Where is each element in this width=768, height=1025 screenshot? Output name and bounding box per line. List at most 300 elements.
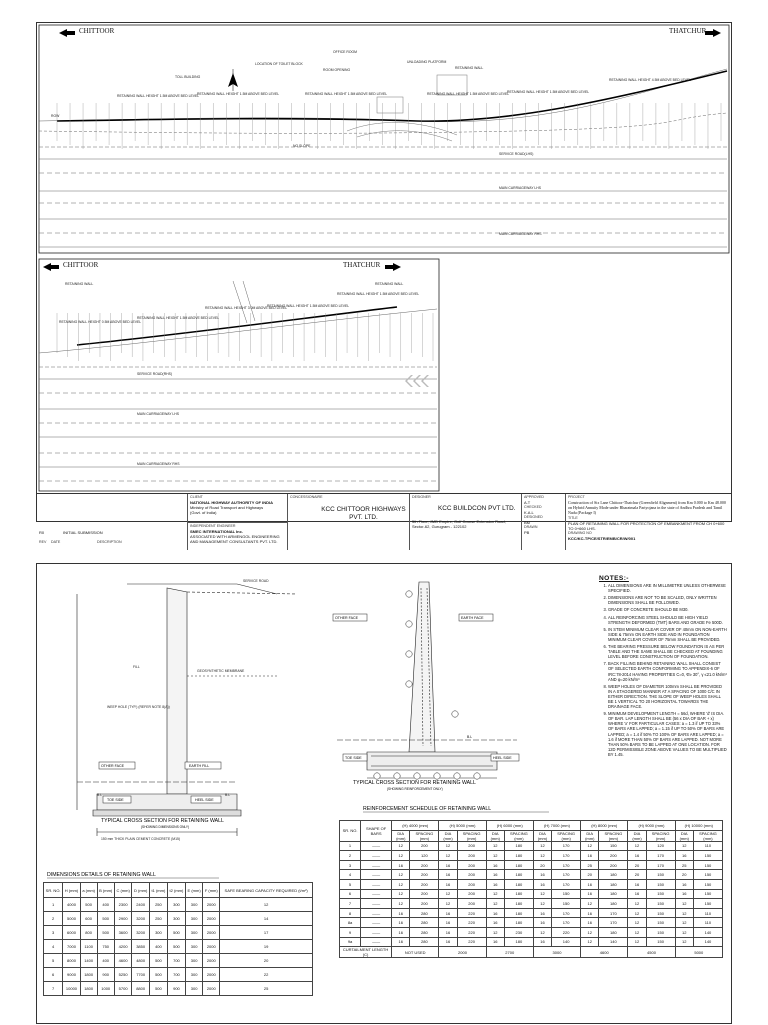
table-cell: 170 [552,918,581,928]
table-cell: 16 [439,937,457,947]
table-cell: 9000 [63,968,81,982]
table-cell: 5250 [114,968,132,982]
group-header: (H) 6000 (mm) [486,821,533,831]
table-cell: 12 [628,937,646,947]
table-cell: 7 [340,899,361,909]
label-row: ROW [51,114,60,118]
table-cell: 16 [628,851,646,861]
label-wall-height-2: RETAINING WALL HEIGHT 1.5M ABOVE BED LEVEL [197,92,280,96]
arrow-right-icon [385,263,401,271]
table-cell: 110 [693,908,722,918]
note-item: 5. IN STEM MINIMUM CLEAR COVER OF 40mm ON NON-EARTH SIDE & 75mm ON EARTH SIDE AND IN FOUNDATION MINIMUM CLEAR COVER OF 75mm SHALL BE PROVIDED. [608,627,727,642]
left-weep-label: WEEP HOLE (TYP.) (REFER NOTE 8(A)) [107,705,170,709]
table-cell: 200 [410,860,439,870]
table-cell: 16 [392,937,410,947]
table-cell: 120 [410,851,439,861]
spacing-header: SPACING (mm) [646,830,675,841]
table-cell: 200 [457,889,486,899]
table-cell: 500 [149,968,167,982]
table-cell: 8800 [132,982,150,996]
label-retaining-wall: RETAINING WALL [455,66,484,70]
table-cell: 280 [410,908,439,918]
table-cell: 600 [80,912,97,926]
table-cell: 16 [581,889,599,899]
table-cell: 200 [599,851,628,861]
project-name: Construction of Six Lane Chittoor-Thatchur (Greenfield Alignment) from Km 0.000 to Km 48.000 on Hybrid Annuity Mode under Bharatmala Pariyojana in the state of Andhra Pradesh and Tamil Nadu (Package I) [568,500,726,515]
table-cell: 180 [504,870,533,880]
table-cell: 5700 [114,982,132,996]
label-wall-height-1: RETAINING WALL HEIGHT 1.5M ABOVE BED LEVEL [117,94,200,98]
table-cell: 250 [149,912,167,926]
table-cell: 2000 [203,968,220,982]
dia-header: DIA (mm) [533,830,551,841]
table-cell: 12 [392,841,410,851]
table-cell: 180 [504,899,533,909]
table-cell: 200 [599,860,628,870]
group-header: (H) 4000 (mm) [392,821,439,831]
left-toe-side-label: TOE SIDE [107,798,124,802]
table-cell: 3200 [132,912,150,926]
table-cell: 3600 [114,926,132,940]
table-cell: 12 [439,851,457,861]
table-cell: 12 [581,841,599,851]
checked-caption: CHECKED [524,505,542,509]
table-cell: 180 [599,899,628,909]
table-row [340,841,723,851]
dia-header: DIA (mm) [392,830,410,841]
table-cell: 12 [533,841,551,851]
table-cell: 3850 [132,940,150,954]
table-header-cell: a (mm) [80,883,97,898]
bar-mark-callout [406,621,412,627]
table-cell: 2300 [114,898,132,912]
left-fill-label: FILL [133,665,140,669]
dia-header: DIA (mm) [486,830,504,841]
table-row [44,898,313,912]
spacing-header: SPACING (mm) [504,830,533,841]
drawing-sheet-plan [36,22,732,544]
approved-by: A.T [524,500,531,505]
table-cell: 150 [646,889,675,899]
table-cell: 6 [44,968,63,982]
label-retaining-wall-right: RETAINING WALL [375,282,404,286]
table-cell: 800 [80,926,97,940]
table-cell: 16 [628,879,646,889]
table-cell: 220 [457,927,486,937]
right-earth-face-label: EARTH FACE [461,616,484,620]
table-cell: 170 [552,879,581,889]
table-cell: 3 [44,926,63,940]
approved-caption: APPROVED [524,495,544,499]
table-cell: 180 [504,860,533,870]
table-cell: 16 [533,937,551,947]
label-wall-height-4: RETAINING WALL HEIGHT 1.5M ABOVE BED LEVEL [427,92,510,96]
table-row [44,954,313,968]
table-cell: 4500 [628,947,675,958]
table-cell: 12 [439,899,457,909]
arrow-left-icon [43,263,59,271]
table-cell: 220 [552,927,581,937]
table-cell: 140 [599,937,628,947]
table-cell: 12 [675,908,693,918]
table-header-cell: C (mm) [114,883,132,898]
bar-shape-icon: —— [361,841,392,851]
table-cell: 16 [439,918,457,928]
table-cell: 16 [675,879,693,889]
label-wall-height-6: RETAINING WALL HEIGHT 4.5M ABOVE BED LEVEL [609,78,692,82]
spacing-header: SPACING (mm) [552,830,581,841]
table-cell: 170 [552,841,581,851]
table-cell: 12 [392,870,410,880]
table-cell: 170 [552,860,581,870]
table-row [44,912,313,926]
dia-header: DIA (mm) [675,830,693,841]
designer-cell [409,494,521,550]
table-cell: 9 [340,927,361,937]
table-cell: 16 [392,927,410,937]
table-cell: 4200 [114,940,132,954]
right-cross-section [337,582,517,778]
table-cell: 12 [675,937,693,947]
label-p2-wall-height-2: RETAINING WALL HEIGHT 1.5M ABOVE BED LEVEL [137,316,220,320]
table-cell: 2000 [203,982,220,996]
reinforcement-title: REINFORCEMENT SCHEDULE OF RETAINING WALL [363,806,492,812]
table-cell: 16 [581,908,599,918]
table-cell: 180 [504,879,533,889]
table-cell: 180 [504,908,533,918]
table-cell: 12 [675,918,693,928]
table-cell: 9a [340,937,361,947]
table-cell: 5000 [675,947,722,958]
table-cell: 1100 [80,940,97,954]
drawn-caption: DRAWN [524,525,538,529]
table-cell: 20 [628,860,646,870]
label-p2-main-carriageway-rhs: MAIN CARRIAGEWAY RHS [137,462,180,466]
table-cell: 16 [628,889,646,899]
table-cell: 12 [533,889,551,899]
table-cell: 200 [457,899,486,909]
label-office-room: OFFICE ROOM [333,50,357,54]
table-cell: 230 [504,927,533,937]
arrow-left-icon [59,29,75,37]
table-cell: 16 [486,908,504,918]
table-cell: 200 [457,870,486,880]
table-cell: 12 [533,927,551,937]
drawing-number: KCC/KC-TP/CE/STR/EMB/CR/W/001 [568,536,636,541]
table-cell: 180 [599,870,628,880]
table-cell: 200 [457,860,486,870]
label-retaining-wall-left: RETAINING WALL [65,282,94,286]
drawing-sheet-details [36,563,732,1024]
table-cell: 3000 [533,947,580,958]
table-cell: 300 [167,898,185,912]
table-cell: 25 [675,860,693,870]
left-earth-fill-label: EARTH FILL [189,764,210,768]
table-cell: 16 [533,870,551,880]
table-header-row [44,883,313,898]
bar-shape-icon: —— [361,918,392,928]
table-row [340,937,723,947]
ie-subtitle: ASSOCIATED WITH ARMENGOL ENGINEERING AND MANAGEMENT CONSULTANTS PVT. LTD. [190,534,280,544]
table-cell: 12 [392,879,410,889]
table-cell: 16 [392,908,410,918]
table-cell: 12 [486,851,504,861]
project-caption: PROJECT [568,495,585,499]
table-cell: 200 [410,870,439,880]
table-cell: 500 [97,926,114,940]
description-column: DESCRIPTION [97,540,122,544]
group-header: (H) 9000 (mm) [628,821,675,831]
table-cell: 150 [693,879,722,889]
group-header: (H) 7000 (mm) [533,821,580,831]
table-cell: 16 [486,879,504,889]
bar-shape-icon: —— [361,908,392,918]
table-cell: 150 [599,841,628,851]
table-cell: 2 [44,912,63,926]
table-cell: 20 [581,870,599,880]
arrow-right-icon [705,29,721,37]
rev-column: REV [39,540,47,544]
bar-mark-callout [434,773,440,779]
designer-address: 5th Floor, JMD Empire, Golf Course Extension Road, Sector-62, Gurugram - 122102 [412,519,506,529]
bar-mark-callout [374,773,380,779]
table-cell: 2000 [203,898,220,912]
table-cell: 300 [149,926,167,940]
table-cell: 110 [693,918,722,928]
table-cell: 300 [185,898,202,912]
table-cell: 20 [675,870,693,880]
ie-name: SMEC INTERNATIONAL Inc. [190,529,243,534]
direction-left-label: CHITTOOR [79,27,115,35]
table-cell: 2000 [203,954,220,968]
table-cell: 150 [646,918,675,928]
table-row [44,926,313,940]
table-cell: 12 [628,908,646,918]
table-cell: 12 [628,841,646,851]
spacing-header: SPACING (mm) [457,830,486,841]
table-cell: 16 [392,918,410,928]
table-cell: 12 [392,899,410,909]
revision-block [37,494,187,550]
label-room-opening: ROOM OPENING [323,68,351,72]
reinforcement-schedule-table [339,820,723,958]
designed-by: BM [524,520,530,525]
ie-cell [187,522,287,550]
plan2-direction-left: CHITTOOR [63,261,99,269]
table-cell: 150 [552,889,581,899]
right-section-subtitle: (SHOWING REINFORCEMENT ONLY) [387,787,443,791]
table-cell: 20 [533,860,551,870]
table-cell: 10000 [63,982,81,996]
drawing-no-caption: DRAWING NO [568,531,592,535]
group-header: (H) 10000 (mm) [675,821,722,831]
revision-description: INITIAL SUBMISSION [63,530,103,535]
right-bl-label: B.L [225,793,231,797]
bar-shape-icon: —— [361,860,392,870]
left-section-subtitle: (SHOWING DIMENSIONS ONLY) [141,825,190,829]
table-cell: 5 [340,879,361,889]
table-row [340,918,723,928]
table-cell: 120 [646,841,675,851]
table-cell: 16 [439,860,457,870]
table-cell: 25 [581,860,599,870]
revision-number: R0 [39,530,45,535]
table-cell: 170 [552,851,581,861]
table-cell: 16 [581,879,599,889]
table-cell: 8a [340,918,361,928]
table-cell: 16 [533,879,551,889]
right-toe-side-label: TOE SIDE [345,756,362,760]
table-header-cell: H (mm) [63,883,81,898]
table-cell: 6 [340,889,361,899]
drawn-by: PB [524,530,530,535]
table-cell: 150 [646,899,675,909]
table-cell: 170 [552,908,581,918]
spacing-header: SPACING (mm) [693,830,722,841]
table-cell: 150 [646,937,675,947]
table-cell: 170 [552,870,581,880]
table-cell: 25 [220,982,313,996]
table-cell: 12 [581,899,599,909]
table-cell: 19 [220,940,313,954]
table-cell: 16 [675,851,693,861]
direction-right-label: THATCHUR [669,27,707,35]
note-item: 1. ALL DIMENSIONS ARE IN MILLIMETRE UNLESS OTHERWISE SPECIFIED. [608,583,727,593]
table-cell: 170 [646,860,675,870]
table-cell: 22 [220,968,313,982]
left-section-title: TYPICAL CROSS SECTION FOR RETAINING WALL [101,818,224,824]
table-cell: 200 [457,879,486,889]
table-cell: 7 [44,982,63,996]
table-cell: 4 [340,870,361,880]
bar-shape-icon: —— [361,879,392,889]
note-item: 3. GRADE OF CONCRETE SHOULD BE M30. [608,607,727,612]
table-cell: 140 [693,927,722,937]
table-cell: 2900 [114,912,132,926]
table-cell: 4800 [132,954,150,968]
table-cell: 12 [486,927,504,937]
drawing-title: PLAN OF RETAINING WALL FOR PROTECTION OF EMBANKMENT FROM CH 0+600 TO 0+660 LHS. [568,521,725,531]
table-cell: 180 [504,889,533,899]
dimensions-title: DIMENSIONS DETAILS OF RETAINING WALL [47,872,156,878]
table-cell: 2000 [203,912,220,926]
table-cell: 700 [167,968,185,982]
table-cell: 16 [486,860,504,870]
table-cell: 12 [628,918,646,928]
bar-mark-callout [406,591,412,597]
table-cell: 12 [486,889,504,899]
bar-shape-icon: —— [361,937,392,947]
dimensions-table [43,882,313,996]
label-p2-wall-height-5: RETAINING WALL HEIGHT 1.5M ABOVE BED LEVEL [337,292,420,296]
spacing-header: SPACING (mm) [410,830,439,841]
table-cell: 140 [552,937,581,947]
table-cell: 170 [599,918,628,928]
table-row [340,889,723,899]
table-cell: 2000 [439,947,486,958]
client-ministry: Ministry of Road Transport and Highways [190,505,264,510]
table-cell: 16 [581,851,599,861]
label-no-slope: NO SLOPE [293,144,311,148]
table-cell: 1 [340,841,361,851]
signatures-cell [521,494,565,550]
left-other-face-label: OTHER FACE [101,764,124,768]
label-main-carriageway: MAIN CARRIAGEWAY LHS [499,186,541,190]
table-cell: 150 [646,908,675,918]
table-row [340,879,723,889]
table-cell: 150 [646,879,675,889]
table-cell: 8 [340,908,361,918]
table-cell: 900 [97,968,114,982]
client-name: NATIONAL HIGHWAY AUTHORITY OF INDIA [190,500,273,505]
table-cell: 200 [410,899,439,909]
table-footer-row [340,947,723,958]
table-cell: 16 [439,927,457,937]
table-cell: 140 [693,937,722,947]
left-heel-side-label: HEEL SIDE [195,798,214,802]
table-cell: 150 [552,899,581,909]
table-header-cell: t2 (mm) [167,883,185,898]
left-pcc-label: 150 mm THICK PLAIN CEMENT CONCRETE (M15) [101,837,181,841]
table-cell: 12 [628,927,646,937]
checked-by: K.A.L [524,510,534,515]
table-cell: 12 [675,899,693,909]
table-cell: NOT USED [392,947,439,958]
note-item: 9. MINIMUM DEVELOPMENT LENGTH = 56d, WHERE 'd' IS DIA. OF BAR. LAP LENGTH SHALL BE (56 x DIA OF BAR + x) WHERE 'x' FOR PARTICULAR CASES: a = 1.3 if UP TO 33% OF BARS ARE LAPPED; a = 1.15 if UP TO 50% OF BARS ARE LAPPED; a = 1.4 if 50% TO 100% OF BARS ARE LAPPED; a = 1.6 if MORE THAN 50% OF BARS ARE LAPPED. NOT MORE THAN 50% BARS TO BE LAPPED AT ONE LOCATION. FOR 12D PERMISSIBLE ZONE ABOVE VALUES TO BE MULTIPLIED BY 1.45. [608,711,727,757]
table-cell: 500 [167,926,185,940]
table-cell: 500 [167,940,185,954]
label-unloading-platform: UNLOADING PLATFORM [407,60,447,64]
table-cell: 150 [646,870,675,880]
label-p2-wall-height-1: RETAINING WALL HEIGHT 0.5M ABOVE BED LEVEL [59,320,142,324]
concessionaire-caption: CONCESSIONAIRE [290,495,323,499]
bar-mark-callout [454,773,460,779]
table-cell: 4600 [114,954,132,968]
label-service-road: SERVICE ROAD(LHS) [499,152,534,156]
table-row [44,940,313,954]
table-cell: 170 [646,851,675,861]
table-cell: 12 [486,841,504,851]
table-cell: 1000 [97,982,114,996]
right-bl-label: B.L [467,735,473,739]
shape-column: SHAPE OF BARS [361,821,392,842]
table-cell: 250 [149,898,167,912]
table-cell: 5 [44,954,63,968]
title-caption: TITLE [568,516,578,520]
table-cell: 16 [675,889,693,899]
right-heel-side-label: HEEL SIDE [493,756,512,760]
table-cell: 12 [486,899,504,909]
client-govt: (Govt. of India) [190,510,217,515]
table-cell: 220 [457,918,486,928]
table-cell: 400 [97,898,114,912]
table-cell: 2000 [203,940,220,954]
designed-caption: DESIGNED [524,515,543,519]
table-row [44,968,313,982]
table-cell: 12 [439,841,457,851]
north-arrow-icon [228,69,238,91]
table-cell: 16 [439,870,457,880]
footer-label: CURTAILMENT LENGTH (C) [340,947,392,958]
left-bl-label: B.L [97,793,103,797]
table-cell: 12 [392,851,410,861]
table-header-cell: E (mm) [185,883,202,898]
table-cell: 4 [44,940,63,954]
table-cell: 200 [410,889,439,899]
table-row [44,982,313,996]
client-caption: CLIENT [190,495,203,499]
date-column: DATE [51,540,61,544]
